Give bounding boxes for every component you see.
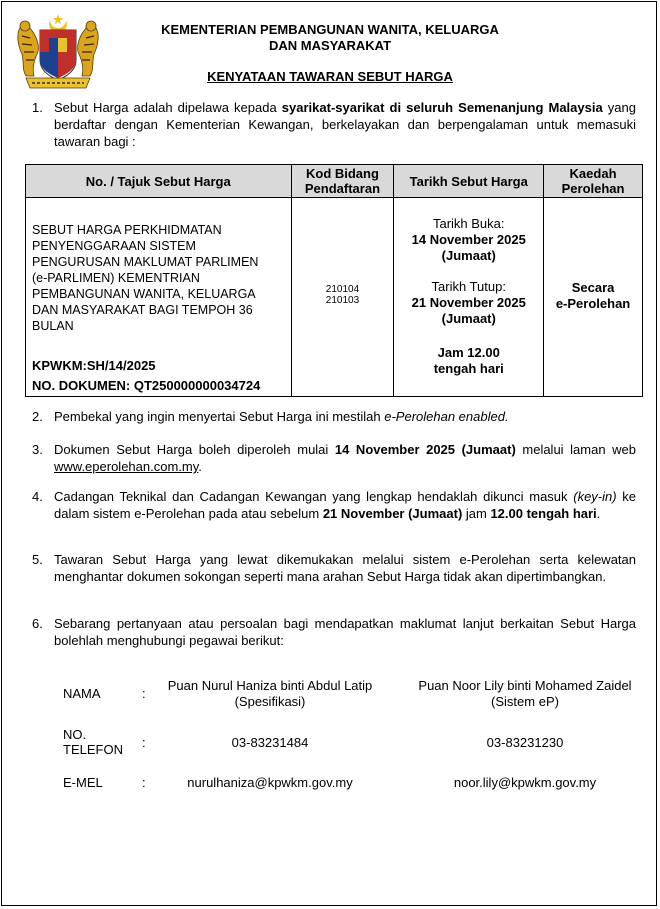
title-line: PEMBANGUNAN WANITA, KELUARGA (32, 287, 256, 301)
text: ke dalam sistem e-Perolehan pada atau sebelum (54, 489, 636, 521)
text: jam (462, 506, 491, 521)
table-header-row (26, 165, 643, 198)
header-title: No. / Tajuk Sebut Harga (26, 165, 292, 198)
title-line: DAN MASYARAKAT BAGI TEMPOH 36 (32, 303, 253, 317)
paragraph-number: 2. (32, 409, 43, 424)
paragraph-4 (32, 488, 636, 522)
tender-table (25, 164, 643, 397)
text-bold: 12.00 tengah hari (490, 506, 597, 521)
phone-label-line: TELEFON (63, 742, 123, 757)
officer1-role: (Spesifikasi) (234, 694, 306, 709)
text: . (596, 506, 601, 521)
officer1-phone: 03-83231484 (231, 735, 309, 750)
phone-label-line: NO. (63, 727, 87, 742)
text: Dokumen Sebut Harga boleh diperoleh mulai (54, 442, 335, 457)
officer2-name-block (400, 678, 650, 710)
name-label: NAMA (63, 686, 101, 701)
paragraph-number: 6. (32, 616, 43, 631)
procurement-method: e-Perolehan (555, 296, 631, 311)
text: Cadangan Teknikal dan Cadangan Kewangan yang lengkap hendaklah dikunci masuk (54, 489, 574, 504)
officer2-name: Puan Noor Lily binti Mohamed Zaidel (418, 678, 632, 693)
text: . (198, 459, 202, 474)
close-date-label: Tarikh Tutup: (431, 279, 506, 294)
open-date-label: Tarikh Buka: (432, 216, 505, 231)
title-line: SEBUT HARGA PERKHIDMATAN (32, 223, 222, 237)
text-italic: (key-in) (573, 489, 617, 504)
text: Tawaran Sebut Harga yang lewat dikemukakan melalui sistem e-Perolehan serta kelewatan menghantar dokumen sokongan seperti mana arahan Sebut Harga tidak akan dipertimbangkan. (54, 552, 636, 584)
tender-date-cell (394, 198, 544, 397)
officer2-email[interactable]: noor.lily@kpwkm.gov.my (453, 775, 597, 790)
text-bold: syarikat-syarikat di seluruh Semenanjung Malaysia (281, 100, 603, 115)
paragraph-6 (32, 615, 636, 649)
paragraph-number: 1. (32, 100, 43, 115)
text-bold: 14 November 2025 (Jumaat) (334, 442, 516, 457)
title-line: PENGURUSAN MAKLUMAT PARLIMEN (32, 255, 259, 269)
table-row (26, 198, 643, 397)
text-italic: e-Perolehan enabled. (384, 409, 509, 424)
paragraph-3 (32, 441, 636, 475)
document-number: NO. DOKUMEN: QT250000000034724 (32, 378, 261, 393)
text-bold: 21 November (Jumaat) (322, 506, 463, 521)
tender-title-cell (26, 198, 292, 397)
notice-title: KENYATAAN TAWARAN SEBUT HARGA (207, 69, 453, 84)
registration-code-cell (291, 198, 394, 397)
phone-label (63, 727, 123, 757)
text: Sebut Harga adalah dipelawa kepada (54, 100, 282, 115)
colon: : (142, 686, 146, 701)
text: Pembekal yang ingin menyertai Sebut Harga ini mestilah (54, 409, 385, 424)
eperolehan-link[interactable]: www.eperolehan.com.my (54, 459, 199, 474)
officer1-name: Puan Nurul Haniza binti Abdul Latip (167, 678, 373, 693)
officer2-phone: 03-83231230 (486, 735, 564, 750)
text: Sebarang pertanyaan atau persoalan bagi mendapatkan maklumat lanjut berkaitan Sebut Harga bolehlah menghubungi pegawai berikut: (54, 616, 636, 648)
text: yang berdaftar dengan Kementerian Kewangan, berkelayakan dan berpengalaman untuk memasuki tawaran bagi : (54, 100, 636, 149)
reference-number: KPWKM:SH/14/2025 (32, 358, 156, 373)
close-time: Jam 12.00 (437, 345, 500, 360)
close-day: (Jumaat) (441, 311, 496, 326)
header-method: Kaedah Perolehan (544, 165, 643, 198)
officer2-role: (Sistem eP) (491, 694, 559, 709)
registration-code: 210104 (325, 284, 360, 295)
title-line: BULAN (32, 319, 74, 333)
ministry-name-line1: KEMENTERIAN PEMBANGUNAN WANITA, KELUARGA (161, 22, 499, 37)
malaysia-coat-of-arms-icon (12, 12, 104, 92)
close-time: tengah hari (433, 361, 504, 376)
paragraph-5 (32, 551, 636, 585)
header-date: Tarikh Sebut Harga (394, 165, 544, 198)
officer1-name-block (150, 678, 390, 710)
ministry-name (115, 22, 545, 54)
colon: : (142, 775, 146, 790)
text: melalui laman web (515, 442, 636, 457)
paragraph-number: 3. (32, 442, 43, 457)
paragraph-number: 5. (32, 552, 43, 567)
open-date: 14 November 2025 (411, 232, 526, 247)
procurement-method: Secara (571, 280, 615, 295)
header-code: Kod Bidang Pendaftaran (291, 165, 394, 198)
email-label: E-MEL (63, 775, 103, 790)
ministry-name-line2: DAN MASYARAKAT (268, 38, 392, 53)
procurement-method-cell (544, 198, 643, 397)
paragraph-2 (32, 408, 636, 425)
registration-code: 210103 (325, 295, 360, 306)
officer1-email[interactable]: nurulhaniza@kpwkm.gov.my (187, 775, 353, 790)
paragraph-number: 4. (32, 489, 43, 504)
paragraph-1 (32, 99, 636, 150)
open-day: (Jumaat) (441, 248, 496, 263)
title-line: PENYENGGARAAN SISTEM (32, 239, 196, 253)
title-line: (e-PARLIMEN) KEMENTRIAN (32, 271, 200, 285)
close-date: 21 November 2025 (411, 295, 526, 310)
colon: : (142, 735, 146, 750)
